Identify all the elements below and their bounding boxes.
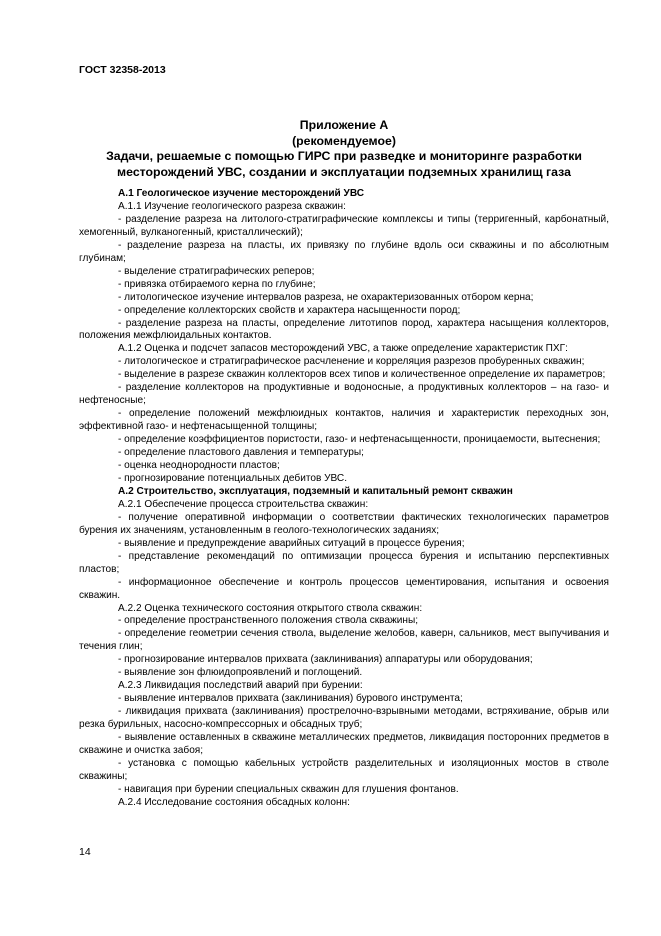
- paragraph: А.2.1 Обеспечение процесса строительства скважин:: [118, 498, 369, 510]
- paragraph: - разделение коллекторов на продуктивные и водоносные, а продуктивных коллекторов – на газо- и нефтеносные;: [79, 382, 609, 407]
- paragraph: - прогнозирование интервалов прихвата (заклинивания) аппаратуры или оборудования;: [118, 654, 533, 666]
- paragraph: - определение коэффициентов пористости, газо- и нефтенасыщенности, проницаемости, вытеснения;: [118, 434, 601, 446]
- paragraph: - определение положений межфлюидных контактов, наличия и характеристик переходных зон, эффективной газо- и нефтенасыщенной толщины;: [79, 408, 609, 433]
- appendix-title: Приложение А: [299, 118, 389, 132]
- appendix-subject-line1: Задачи, решаемые с помощью ГИРС при разведке и мониторинге разработки: [106, 149, 582, 163]
- paragraph: - оценка неоднородности пластов;: [118, 460, 280, 472]
- paragraph: - выделение стратиграфических реперов;: [118, 265, 315, 277]
- paragraph: - определение коллекторских свойств и характера насыщенности пород;: [118, 304, 461, 316]
- paragraph: - представление рекомендаций по оптимизации процесса бурения и испытанию перспективных пластов;: [79, 550, 609, 575]
- paragraph: А.2.3 Ликвидация последствий аварий при бурении:: [118, 680, 363, 692]
- page-number: 14: [79, 846, 91, 858]
- paragraph: - выявление интервалов прихвата (заклинивания) бурового инструмента;: [118, 693, 463, 705]
- paragraph: А.1.1 Изучение геологического разреза скважин:: [118, 200, 346, 212]
- paragraph: А.2.4 Исследование состояния обсадных колонн:: [118, 796, 350, 808]
- paragraph: - получение оперативной информации о соответствии фактических технологических параметров бурения их значениям, установленным в геолого-технологических заданиях;: [79, 511, 609, 536]
- paragraph: А.2.2 Оценка технического состояния открытого ствола скважин:: [118, 602, 423, 614]
- paragraph: - выявление оставленных в скважине металлических предметов, ликвидация посторонних предметов в скважине и очистка забоя;: [79, 732, 609, 756]
- paragraph: - информационное обеспечение и контроль процессов цементирования, испытания и освоения скважин.: [79, 576, 609, 601]
- paragraph: - выявление и предупреждение аварийных ситуаций в процессе бурения;: [118, 537, 465, 549]
- paragraph: - литологическое изучение интервалов разреза, не охарактеризованных отбором керна;: [118, 291, 534, 303]
- appendix-subject-line2: месторождений УВС, создании и эксплуатации подземных хранилищ газа: [117, 164, 571, 179]
- paragraph: - ликвидация прихвата (заклинивания) прострелочно-взрывными методами, встряхивание, обрыв или резка бурильных, насосно-компрессорных и обсадных труб;: [79, 706, 609, 731]
- paragraph: - навигация при бурении специальных скважин для глушения фонтанов.: [118, 783, 459, 795]
- paragraph: - определение геометрии сечения ствола, выделение желобов, каверн, сальников, мест выпучивания и течения глин;: [79, 628, 609, 653]
- paragraph: - установка с помощью кабельных устройств разделительных и изоляционных мостов в стволе скважины;: [79, 757, 609, 782]
- paragraph: - прогнозирование потенциальных дебитов УВС.: [118, 472, 348, 484]
- paragraph: - литологическое и стратиграфическое расчленение и корреляция разрезов пробуренных скважин;: [118, 356, 585, 368]
- body-text: [79, 188, 609, 810]
- paragraph: А.1.2 Оценка и подсчет запасов месторождений УВС, а также определение характеристик ПХГ:: [118, 343, 568, 355]
- section-heading: А.2 Строительство, эксплуатация, подземный и капитальный ремонт скважин: [118, 485, 513, 497]
- paragraph: - определение пространственного положения ствола скважины;: [118, 615, 419, 627]
- section-heading: А.1 Геологическое изучение месторождений УВС: [118, 188, 365, 199]
- paragraph: - привязка отбираемого керна по глубине;: [118, 278, 316, 290]
- standard-number: ГОСТ 32358-2013: [79, 64, 166, 76]
- paragraph: - определение пластового давления и температуры;: [118, 447, 364, 459]
- paragraph: - выявление зон флюидопроявлений и поглощений.: [118, 667, 363, 679]
- paragraph: - разделение разреза на пласты, их привязку по глубине вдоль оси скважины и по абсолютным глубинам;: [79, 239, 609, 264]
- paragraph: - разделение разреза на пласты, определение литотипов пород, характера насыщения коллекторов, положения межфлюидальных контактов.: [79, 317, 609, 342]
- appendix-status: (рекомендуемое): [292, 133, 396, 148]
- paragraph: - разделение разреза на литолого-стратиграфические комплексы и типы (терригенный, карбонатный, хемогенный, вулканогенный, кристаллический);: [79, 213, 609, 238]
- paragraph: - выделение в разрезе скважин коллекторов всех типов и количественное определение их параметров;: [118, 369, 606, 381]
- appendix-heading: [79, 118, 609, 180]
